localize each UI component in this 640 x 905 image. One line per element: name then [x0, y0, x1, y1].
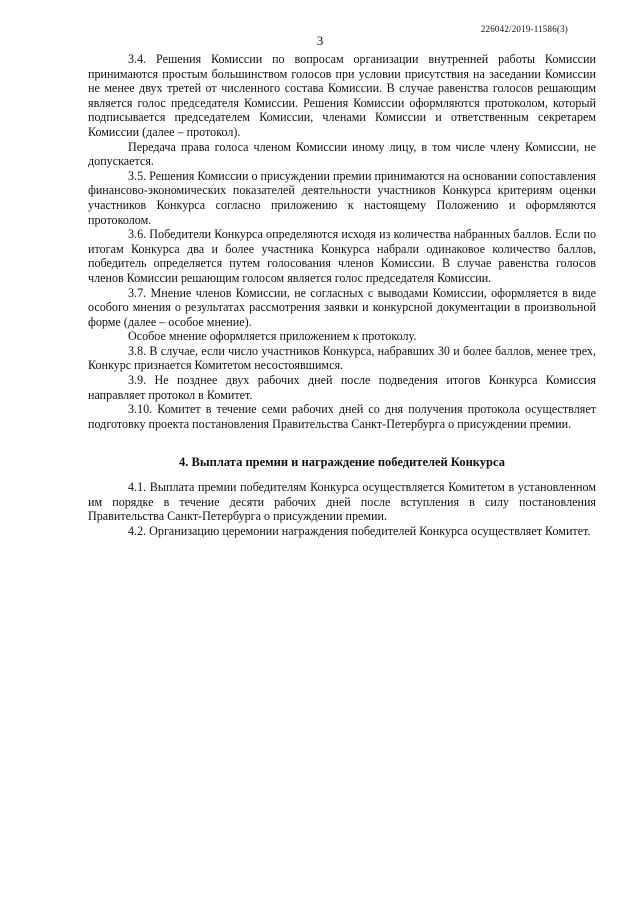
paragraph-4-1: 4.1. Выплата премии победителям Конкурса осуществляется Комитетом в установленном им порядке в течение десяти рабочих дней после вступления в силу постановления Правительства Санкт-Петербурга о присуждении премии. [88, 480, 596, 524]
document-body [88, 52, 596, 538]
paragraph-3-9: 3.9. Не позднее двух рабочих дней после подведения итогов Конкурса Комиссия направляет протокол в Комитет. [88, 373, 596, 402]
paragraph-3-5: 3.5. Решения Комиссии о присуждении премии принимаются на основании сопоставления финансово-экономических показателей деятельности участников Конкурса критериям оценки участников Конкурса согласно приложению к настоящему Положению и оформляются протоколом. [88, 168, 596, 227]
paragraph-3-10: 3.10. Комитет в течение семи рабочих дней со дня получения протокола осуществляет подготовку проекта постановления Правительства Санкт-Петербурга о присуждении премии. [88, 402, 596, 431]
paragraph-3-8: 3.8. В случае, если число участников Конкурса, набравших 30 и более баллов, менее трех, Конкурс признается Комитетом несостоявшимся. [88, 343, 596, 373]
section-4-heading: 4. Выплата премии и награждение победителей Конкурса [179, 455, 505, 470]
paragraph-3-4: 3.4. Решения Комиссии по вопросам организации внутренней работы Комиссии принимаются простым большинством голосов при условии присутствия на заседании Комиссии не менее двух третей от численного состава Комиссии. В случае равенства голосов решающим является голос председателя Комиссии. Решения Комиссии оформляются протоколом, который подписывается председателем Комиссии, членами Комиссии и ответственным секретарем Комиссии (далее – протокол). [88, 52, 596, 139]
paragraph-3-7: 3.7. Мнение членов Комиссии, не согласных с выводами Комиссии, оформляется в виде особого мнения о результатах рассмотрения заявки и конкурсной документации в произвольной форме (далее – особое мнение). [88, 285, 596, 329]
page-number: 3 [316, 33, 324, 48]
paragraph-3-4-continued: Передача права голоса членом Комиссии иному лицу, в том числе члену Комиссии, не допускается. [88, 139, 596, 169]
document-id: 226042/2019-11586(3) [480, 24, 568, 34]
paragraph-3-6: 3.6. Победители Конкурса определяются исходя из количества набранных баллов. Если по итогам Конкурса два и более участника Конкурса набрали одинаковое количество баллов, победитель определяется путем голосования членов Комиссии. В случае равенства голосов членов Комиссии решающим голосом является голос председателя Комиссии. [88, 227, 596, 285]
paragraph-4-2: 4.2. Организацию церемонии награждения победителей Конкурса осуществляет Комитет. [128, 523, 591, 538]
paragraph-3-7-continued: Особое мнение оформляется приложением к протоколу. [128, 329, 417, 344]
